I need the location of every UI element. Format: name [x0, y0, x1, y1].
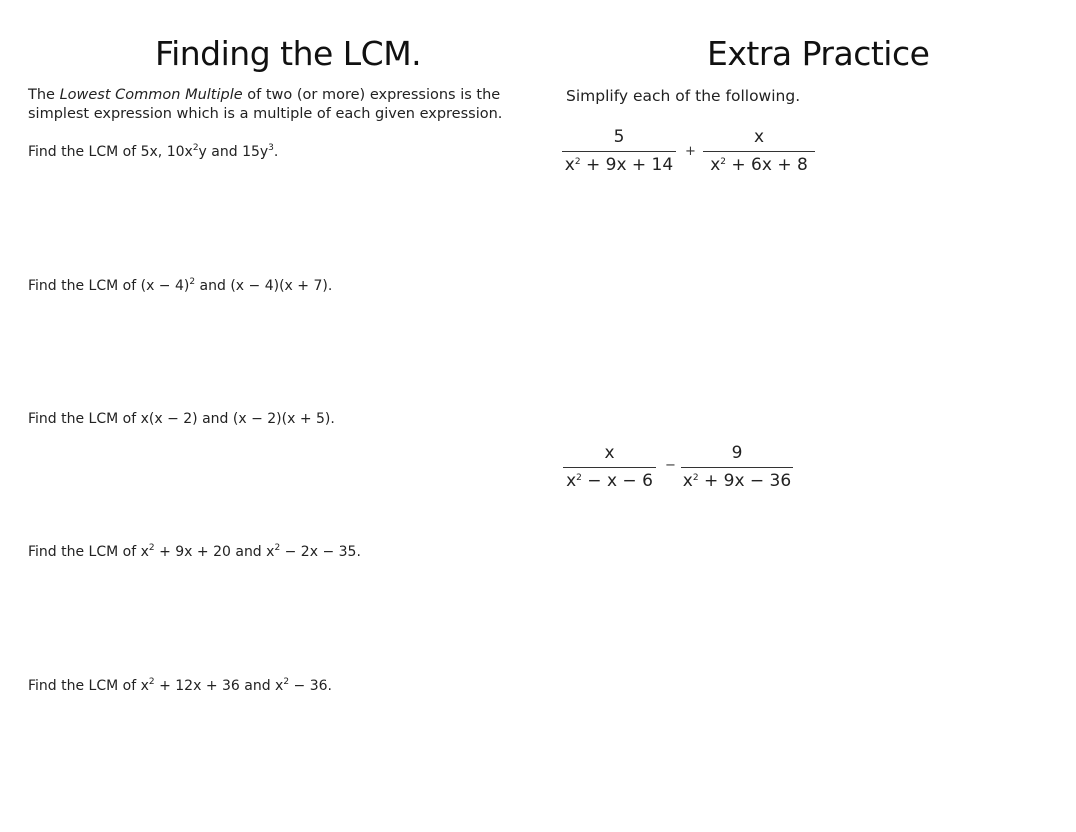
question-5: Find the LCM of $x^2 + 12x + 36$ and $x^2 - 36$. [28, 677, 332, 694]
problem-2-fraction-1: $\frac{x}{x^2 - x - 6}$ [563, 443, 656, 492]
question-3: Find the LCM of x(x − 2) and (x − 2)(x + 5). [28, 411, 335, 427]
page-title-finding-lcm: Finding the LCM. [155, 34, 422, 73]
problem-1-operator: + [685, 144, 696, 159]
lcm-definition: The Lowest Common Multiple of two (or more) expressions is the simplest expression which is a multiple of each given expression. [28, 87, 503, 122]
question-2: Find the LCM of $(x - 4)^2$ and (x − 4)(x + 7). [28, 277, 333, 294]
practice-instruction: Simplify each of the following. [566, 87, 801, 105]
page-title-extra-practice: Extra Practice [707, 34, 930, 73]
problem-2-operator: − [665, 458, 676, 473]
question-4: Find the LCM of $x^2 + 9x + 20$ and $x^2 - 2x - 35$. [28, 543, 361, 560]
problem-1-fraction-1: $\frac{5}{x^2 + 9x + 14}$ [562, 127, 676, 176]
question-1: Find the LCM of 5x, $10x^2y$ and $15y^3$. [28, 143, 279, 160]
problem-2-fraction-2: $\frac{9}{x^2 + 9x - 36}$ [682, 443, 792, 491]
problem-1-fraction-2: $\frac{x}{x^2 + 6x + 8}$ [703, 127, 815, 176]
lcm-term: Lowest Common Multiple [59, 87, 243, 103]
